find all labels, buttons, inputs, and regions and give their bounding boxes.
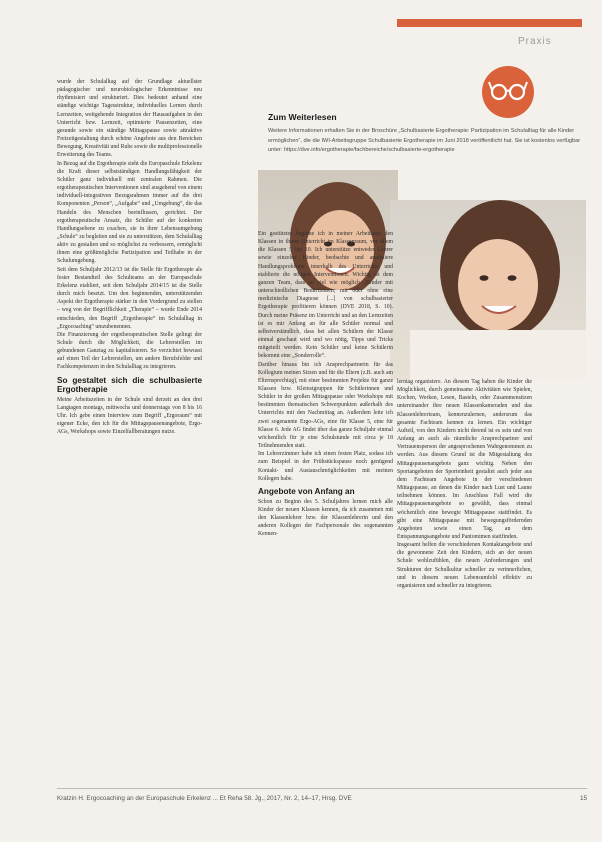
column-3-paragraph: Insgesamt helfen die verschiedenen Kontaktangebote und die gewonnene Zeit den Kindern, sich an der neuen Schule wohlzufühlen, die neuen Anforderungen und Strukturen der Schulkultur schneller zu verinnerlichen, und in diesem neuen Lebensumfeld effektiv zu organisieren und schneller zu integrieren. — [397, 542, 532, 589]
info-box-title: Zum Weiterlesen — [268, 112, 337, 122]
column-1-paragraph: In Bezug auf die Ergotherapie sieht die Europaschule Erkelenz die Kraft dieser selbstständigen Handlungsfähigkeit der Schüler ganz individuell mit zentralen Rahmen. Die ergotherapeutischen Interventionen sind ausgehend von einem individuell-integrativen Bezugsrahmen immer auf die drei Komponenten „Person“, „Aufgabe“ und „Umgebung“, die das Handeln des Menschen beeinflussen, gerichtet. Der ergotherapeutische Ansatz, die Schüler auf der konkreten Handlungsebene zu coachen, sie in ihrer Lebensumgebung „Schule“ zu begleiten und sie zu unterstützen, dem Schulalltag aktiv zu gestalten und so möglichst zu verbessern, ermöglicht ihnen eine größtmögliche Partizipation und Teilhabe in der Schulumgebung. — [57, 160, 202, 265]
header-accent-bar — [397, 19, 582, 27]
column-2 — [258, 230, 393, 539]
column-2-paragraph: Ein gestütztes beginne ich in meiner Arbeitszeit den Klassen in ihrem Unterricht im Klassenraum, vor allem die Klassen 5 bis 10. Ich unterstütze entweder Lehrer sowie einzelne Kinder, beobachte und analysiere Handlungsprobleme innerhalb des Unterrichts und etablierte die nötigen Interventionen. Wichtig ist dem ganzen Team, dass so viel wie möglich „Kinder mit unterschiedlichen Bedürfnissen, mit oder ohne eine medizinische Diagnose [...] von schulbasierter Ergotherapie profitieren können (DVE 2018, S. 10). Durch meine Präsenz im Unterricht und an den Lernzeiten ist es mir Anfang an für alle Schüler normal und selbstverständlich, dass bei allen Schülern der Klasse einmal geschaut wird und wo nötig, Tipps und Tricks mitgeteilt werden. Kein Schüler und keine Schülerin bekommt eine „Sonderrolle“. — [258, 231, 393, 360]
badge — [482, 66, 534, 118]
column-3 — [397, 378, 532, 590]
column-1-paragraph: wurde der Schulalltag auf der Grundlage aktuellster pädagogischer und neurobiologischer Erkenntnisse neu rhythmisiert und strukturiert. Dies bedeutet anhand eine ständige wichtige Tagesstruktur, individuelles Lernen durch Lernzeiten, weitgehende Integration der Hausaufgaben in den Unterricht bzw. Lernzeit, optimierte Pausenzeiten, eine gesunde sowie ein ständige Mittagspause sowie attraktive Freizeitgestaltung durch schöne Angebote aus den Bereichen Bewegung, Kreativität und Ruhe sowie die multiprofessionelle Erweiterung des Teams. — [57, 79, 202, 159]
info-box-text: Weitere Informationen erhalten Sie in der Broschüre „Schulbasierte Ergotherapie: Partizipation im Schulalltag für alle Kinder ermöglichen“, die die IWI-Arbeitsgruppe Schulbasierte Ergotherapie im Juni 2018 veröffentlicht hat. Sie ist kostenlos verfügbar unter: https://dve.info/ergotherapie/fachbereiche/schulbasierte-ergotherapie — [268, 128, 581, 153]
column-1-paragraph: Meine Arbeitszeiten in der Schule sind derzeit an den drei Langtagen montags, mittwochs und donnerstags von 8 bis 16 Uhr. Ich gebe einen Interview zum Begriff „Ergoraum“ mit eigener Ecke, den ich für die Mittagspausenangebote, Ergo-AGs, Workshops sowie Einzelfallberatungen nutze. — [57, 396, 202, 436]
column-1-paragraph: Seit dem Schuljahr 2012/13 ist die Stelle für Ergotherapie als fester Bestandteil des Schulteams an der Europaschule Erkelenz etabliert, seit dem Schuljahr 2014/15 ist die Stelle durch mich besetzt. Um den beginnenden, unterstützenden Aspekt der Ergotherapie stärker in den Vordergrund zu stellen – weg von der Begrifflichkeit „Therapie“ – wurde Ende 2014 entschieden, den Begriff „Ergotherapie“ im Schulalltag in „Ergocoaching“ umzubenennen. — [57, 266, 202, 330]
heading-angebote-von-anfang-an: Angebote von Anfang an — [258, 486, 355, 496]
column-3-paragraph: lerntag organisiere. An diesem Tag haben die Kinder die Möglichkeit, durch gemeinsame Aktivitäten wie Spielen, Kochen, Werken, Lesen, Basteln, oder Zusammensitzen untereinander ihre neuen Klassenkameraden und das Klassenlehrerteam, kennenzulernen, andersrum das gesamte Fachteam kennen zu lernen. Ein wichtiger Aufteil, von den Kindern nicht derend ist es sein und von Anfang an auch als räumliche Ansprechpartner und Vertrauensperson der angesprochenen Wahrgenommen zu werden. Aus diesem Grund ist die Mitgestaltung des Mittagspausenangebots ganz wichtig. Neben den Sportangeboten der Sporteinheit gestaltet auch jeder aus dem Fachteam Angebote in der verschiedenen Mittagspause, an denen die Kinder nach Lust und Laune teilnehmen können. Im Anschluss Fall wird die Mittagspausenangebote so gewählt, dass einmal wöchentlich eine bewegte Mittagspause stattfindet. Es gibt eine Mittagspause mit bewegungsfördernden Angeboten sowie einen Tag, an dem Entspannungsangebote und Pantomimen stattfinden. — [397, 379, 532, 540]
column-1 — [57, 78, 202, 436]
footer-rule — [57, 788, 587, 789]
footer-citation: Kratzin H. Ergocoaching an der Europaschule Erkelenz ... Et Reha 58. Jg., 2017, Nr. 2, 14–17, Hrsg. DVE — [57, 795, 352, 802]
column-2-paragraph: Darüber hinaus bin ich Ansprechpartnerin für das Kollegium meinen Sitzen und für die Eltern (z.B. auch am Elternsprechtag), mit einer bestimmten Projekte für ganze Klassen bzw. Kleinstgruppen für Schülerinnen und Schüler in der großen Mittagspause oder Workshops mit bestimmten thematischen Schwerpunkten außerhalb des Unterrichts mit den Nachmittag an. Außerdem leite ich zwei sogenannte Ergo-AGs, eine für Klasse 5, eine für Klasse 6. Jede AG findet über das ganze Schuljahr einmal wöchentlich für je eine Schulstunde mit circa je 18 Teilnehmenden statt. — [258, 361, 393, 450]
heading-schulbasierte-ergotherapie: So gestaltet sich die schulbasierte Ergotherapie — [57, 375, 202, 394]
column-1-paragraph: Die Finanzierung der ergotherapeutischen Stelle gelingt der Schule durch die Möglichkeit, die Lehrerstellen im gebundenen Ganztag zu kapitalisieren. So verzichtet bewusst auf einen Teil der Lehrerstellen, um andere Berufsfelder und Fachkompetenzen in den Schulalltag zu integrieren. — [57, 331, 202, 371]
photo-right-girl — [390, 200, 586, 380]
page-number: 15 — [579, 795, 587, 802]
footer — [57, 795, 587, 802]
glasses-icon — [488, 78, 528, 107]
section-tag: Praxis — [518, 36, 552, 47]
column-2-paragraph: Schon zu Beginn des 5. Schuljahres lernen mich alle Kinder der neuen Klassen kennen, da ich zusammen mit den Klassenlehrer bzw. der Klassenlehrerin und den anderen Kollegen der Fachpersonale des sogenannten Kennen- — [258, 498, 393, 538]
column-2-paragraph: Im Lehrerzimmer habe ich einen festen Platz, sodass ich zum Beispiel in der Frühstückspause noch genügend Kontakt- und Austauschmöglichkeiten mit meinen Kollegen habe. — [258, 451, 393, 482]
